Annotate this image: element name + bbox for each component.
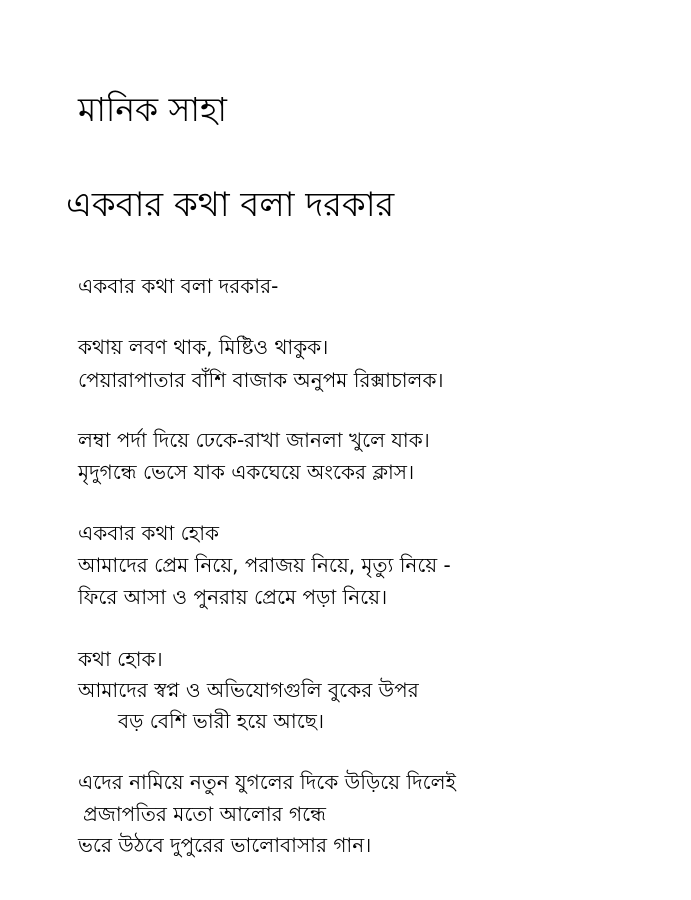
poem-line: কথায় লবণ থাক, মিষ্টিও থাকুক। (78, 335, 329, 359)
poem-line: লম্বা পর্দা দিয়ে ঢেকে-রাখা জানলা খুলে যাক। (78, 428, 430, 452)
poem-line: বড় বেশি ভারী হয়ে আছে। (118, 709, 325, 733)
poem-line: একবার কথা বলা দরকার- (78, 274, 279, 298)
poem-line: আমাদের প্রেম নিয়ে, পরাজয় নিয়ে, মৃত্যু নিয়ে - (78, 553, 451, 577)
poem-line: এদের নামিয়ে নতুন যুগলের দিকে উড়িয়ে দিলেই (78, 770, 456, 794)
poem-line: আমাদের স্বপ্ন ও অভিযোগগুলি বুকের উপর (78, 678, 419, 702)
poem-line: পেয়ারাপাতার বাঁশি বাজাক অনুপম রিক্সাচালক। (78, 368, 444, 392)
poem-line: ফিরে আসা ও পুনরায় প্রেমে পড়া নিয়ে। (78, 585, 388, 609)
poem-line: প্রজাপতির মতো আলোর গন্ধে (83, 802, 327, 826)
author-name: মানিক সাহা (78, 90, 227, 129)
poem-line: ভরে উঠবে দুপুরের ভালোবাসার গান। (78, 833, 372, 857)
poem-line: একবার কথা হোক (78, 521, 220, 545)
poem-line: মৃদুগন্ধে ভেসে যাক একঘেয়ে অংকের ক্লাস। (78, 460, 415, 484)
poem-line: কথা হোক। (78, 647, 163, 671)
poem-title: একবার কথা বলা দরকার (66, 185, 395, 225)
